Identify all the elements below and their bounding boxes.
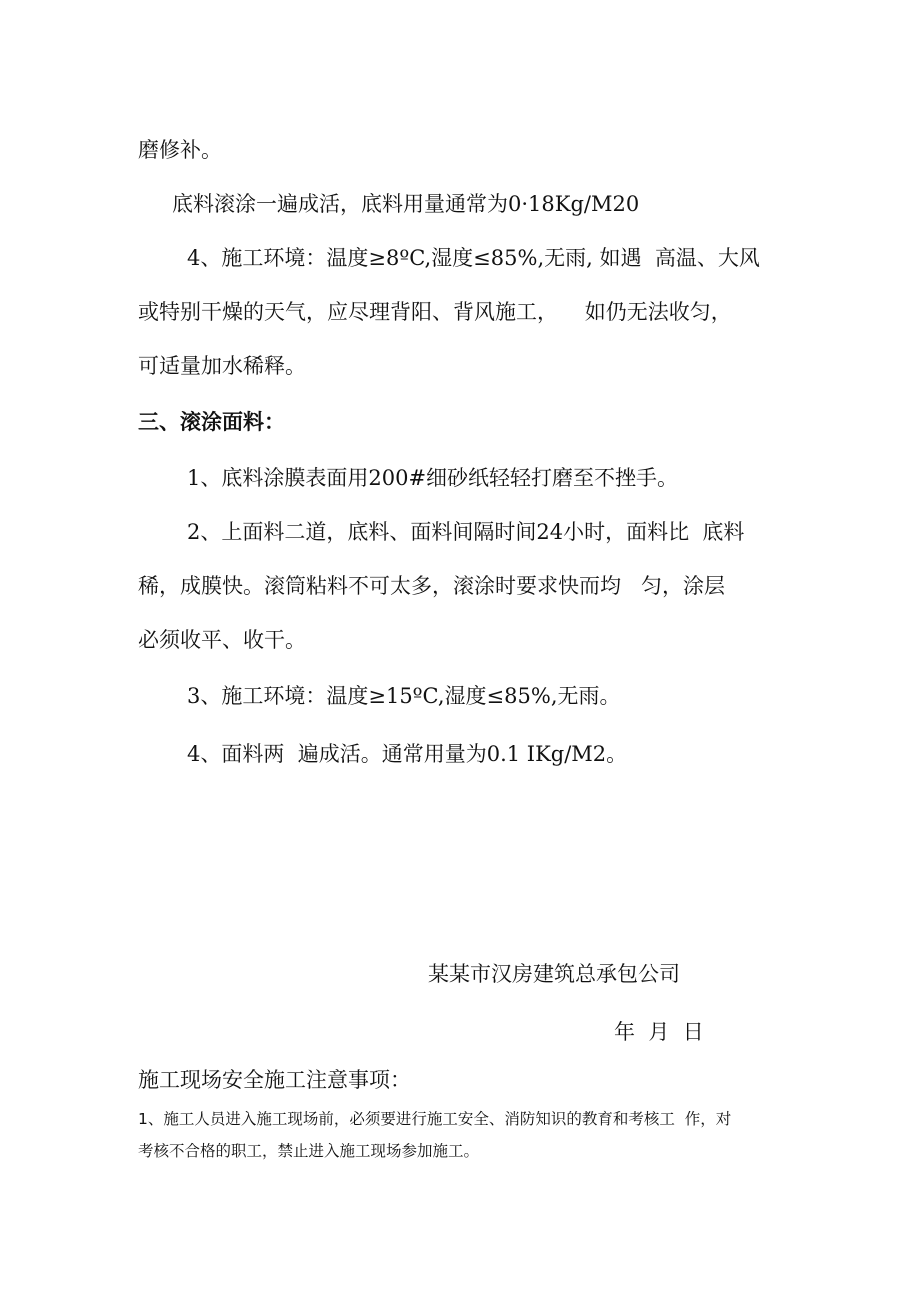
paragraph-line: 2、上面料二道，底料、面料间隔时间24小时，面料比 底料 <box>187 520 745 544</box>
paragraph-line: 1、底料涂膜表面用200#细砂纸轻轻打磨至不挫手。 <box>187 466 679 490</box>
company-name: 某某市汉房建筑总承包公司 <box>428 962 680 986</box>
paragraph-line: 4、面料两 遍成活。通常用量为0.1 IKg/M2。 <box>187 742 628 766</box>
section-heading: 三、滚涂面料： <box>138 409 285 434</box>
notice-title: 施工现场安全施工注意事项： <box>138 1068 411 1092</box>
paragraph-line: 3、施工环境：温度≥15ºC,湿度≤85%,无雨。 <box>187 684 621 708</box>
paragraph-line: 必须收平、收干。 <box>138 628 306 652</box>
date-line: 年 月 日 <box>614 1020 704 1044</box>
paragraph-line: 或特别干燥的天气，应尽理背阳、背风施工， 如仍无法收匀， <box>138 300 732 324</box>
paragraph-line: 4、施工环境：温度≥8ºC,湿度≤85%,无雨, 如遇 高温、大风 <box>187 246 760 270</box>
notice-item: 1、施工人员进入施工现场前，必须要进行施工安全、消防知识的教育和考核工 作，对 <box>138 1110 732 1128</box>
paragraph-line: 底料滚涂一遍成活，底料用量通常为0·18Kg/M20 <box>172 192 640 216</box>
paragraph-line: 可适量加水稀释。 <box>138 354 306 378</box>
paragraph-line: 磨修补。 <box>138 138 222 162</box>
paragraph-line: 稀，成膜快。滚筒粘料不可太多，滚涂时要求快而均 匀，涂层 <box>138 574 726 598</box>
notice-item: 考核不合格的职工，禁止进入施工现场参加施工。 <box>138 1142 480 1160</box>
